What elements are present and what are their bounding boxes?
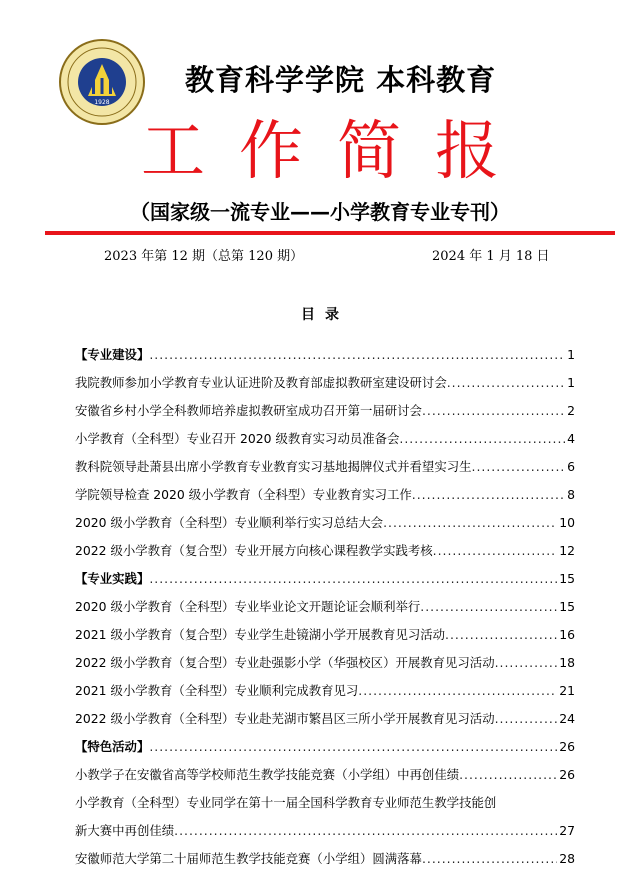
toc-item[interactable]: 小教学子在安徽省高等学校师范生教学技能竞赛（小学组）中再创佳绩 ..... 26: [75, 765, 575, 793]
toc-item[interactable]: 2020 级小学教育（全科型）专业顺利举行实习总结大会 ..... 10: [75, 513, 575, 541]
toc-item[interactable]: 我院教师参加小学教育专业认证进阶及教育部虚拟教研室建设研讨会 ..... 1: [75, 373, 575, 401]
table-of-contents: [75, 345, 575, 877]
toc-item[interactable]: 2022 级小学教育（全科型）专业赴芜湖市繁昌区三所小学开展教育见习活动 ..... 24: [75, 709, 575, 737]
toc-item[interactable]: 2021 级小学教育（全科型）专业顺利完成教育见习 ..... 21: [75, 681, 575, 709]
toc-item[interactable]: 安徽师范大学第二十届师范生教学技能竞赛（小学组）圆满落幕 ..... 28: [75, 849, 575, 877]
red-divider: [45, 231, 615, 235]
toc-item[interactable]: 2021 级小学教育（复合型）专业学生赴镜湖小学开展教育见习活动 ..... 16: [75, 625, 575, 653]
toc-item[interactable]: 安徽省乡村小学全科教师培养虚拟教研室成功召开第一届研讨会 ..... 2: [75, 401, 575, 429]
toc-item[interactable]: 小学教育（全科型）专业召开 2020 级教育实习动员准备会 ..... 4: [75, 429, 575, 457]
toc-item[interactable]: 小学教育（全科型）专业同学在第十一届全国科学教育专业师范生教学技能创: [75, 795, 497, 810]
toc-item[interactable]: 2022 级小学教育（复合型）专业开展方向核心课程教学实践考核 ..... 12: [75, 541, 575, 569]
svg-text:1928: 1928: [94, 99, 110, 106]
toc-item[interactable]: 学院领导检查 2020 级小学教育（全科型）专业教育实习工作 ..... 8: [75, 485, 575, 513]
toc-section[interactable]: 【专业建设】 ..... 1: [75, 345, 575, 373]
college-title: 教育科学学院 本科教育: [185, 63, 497, 97]
issue-date: 2024 年 1 月 18 日: [432, 249, 550, 264]
toc-section[interactable]: 【特色活动】 ..... 26: [75, 737, 575, 765]
toc-title: 目录: [301, 307, 349, 323]
subtitle: （国家级一流专业——小学教育专业专刊）: [130, 200, 510, 224]
toc-section[interactable]: 【专业实践】 ..... 15: [75, 569, 575, 597]
toc-item[interactable]: 2022 级小学教育（复合型）专业赴强影小学（华强校区）开展教育见习活动 ..... 18: [75, 653, 575, 681]
toc-item[interactable]: 新大赛中再创佳绩 ..... 27: [75, 821, 575, 849]
toc-item[interactable]: 2020 级小学教育（全科型）专业毕业论文开题论证会顺利举行 ..... 15: [75, 597, 575, 625]
toc-item[interactable]: 教科院领导赴萧县出席小学教育专业教育实习基地揭牌仪式并看望实习生 ..... 6: [75, 457, 575, 485]
issue-number: 2023 年第 12 期（总第 120 期）: [104, 249, 304, 264]
main-title: 工作简报: [141, 115, 533, 189]
